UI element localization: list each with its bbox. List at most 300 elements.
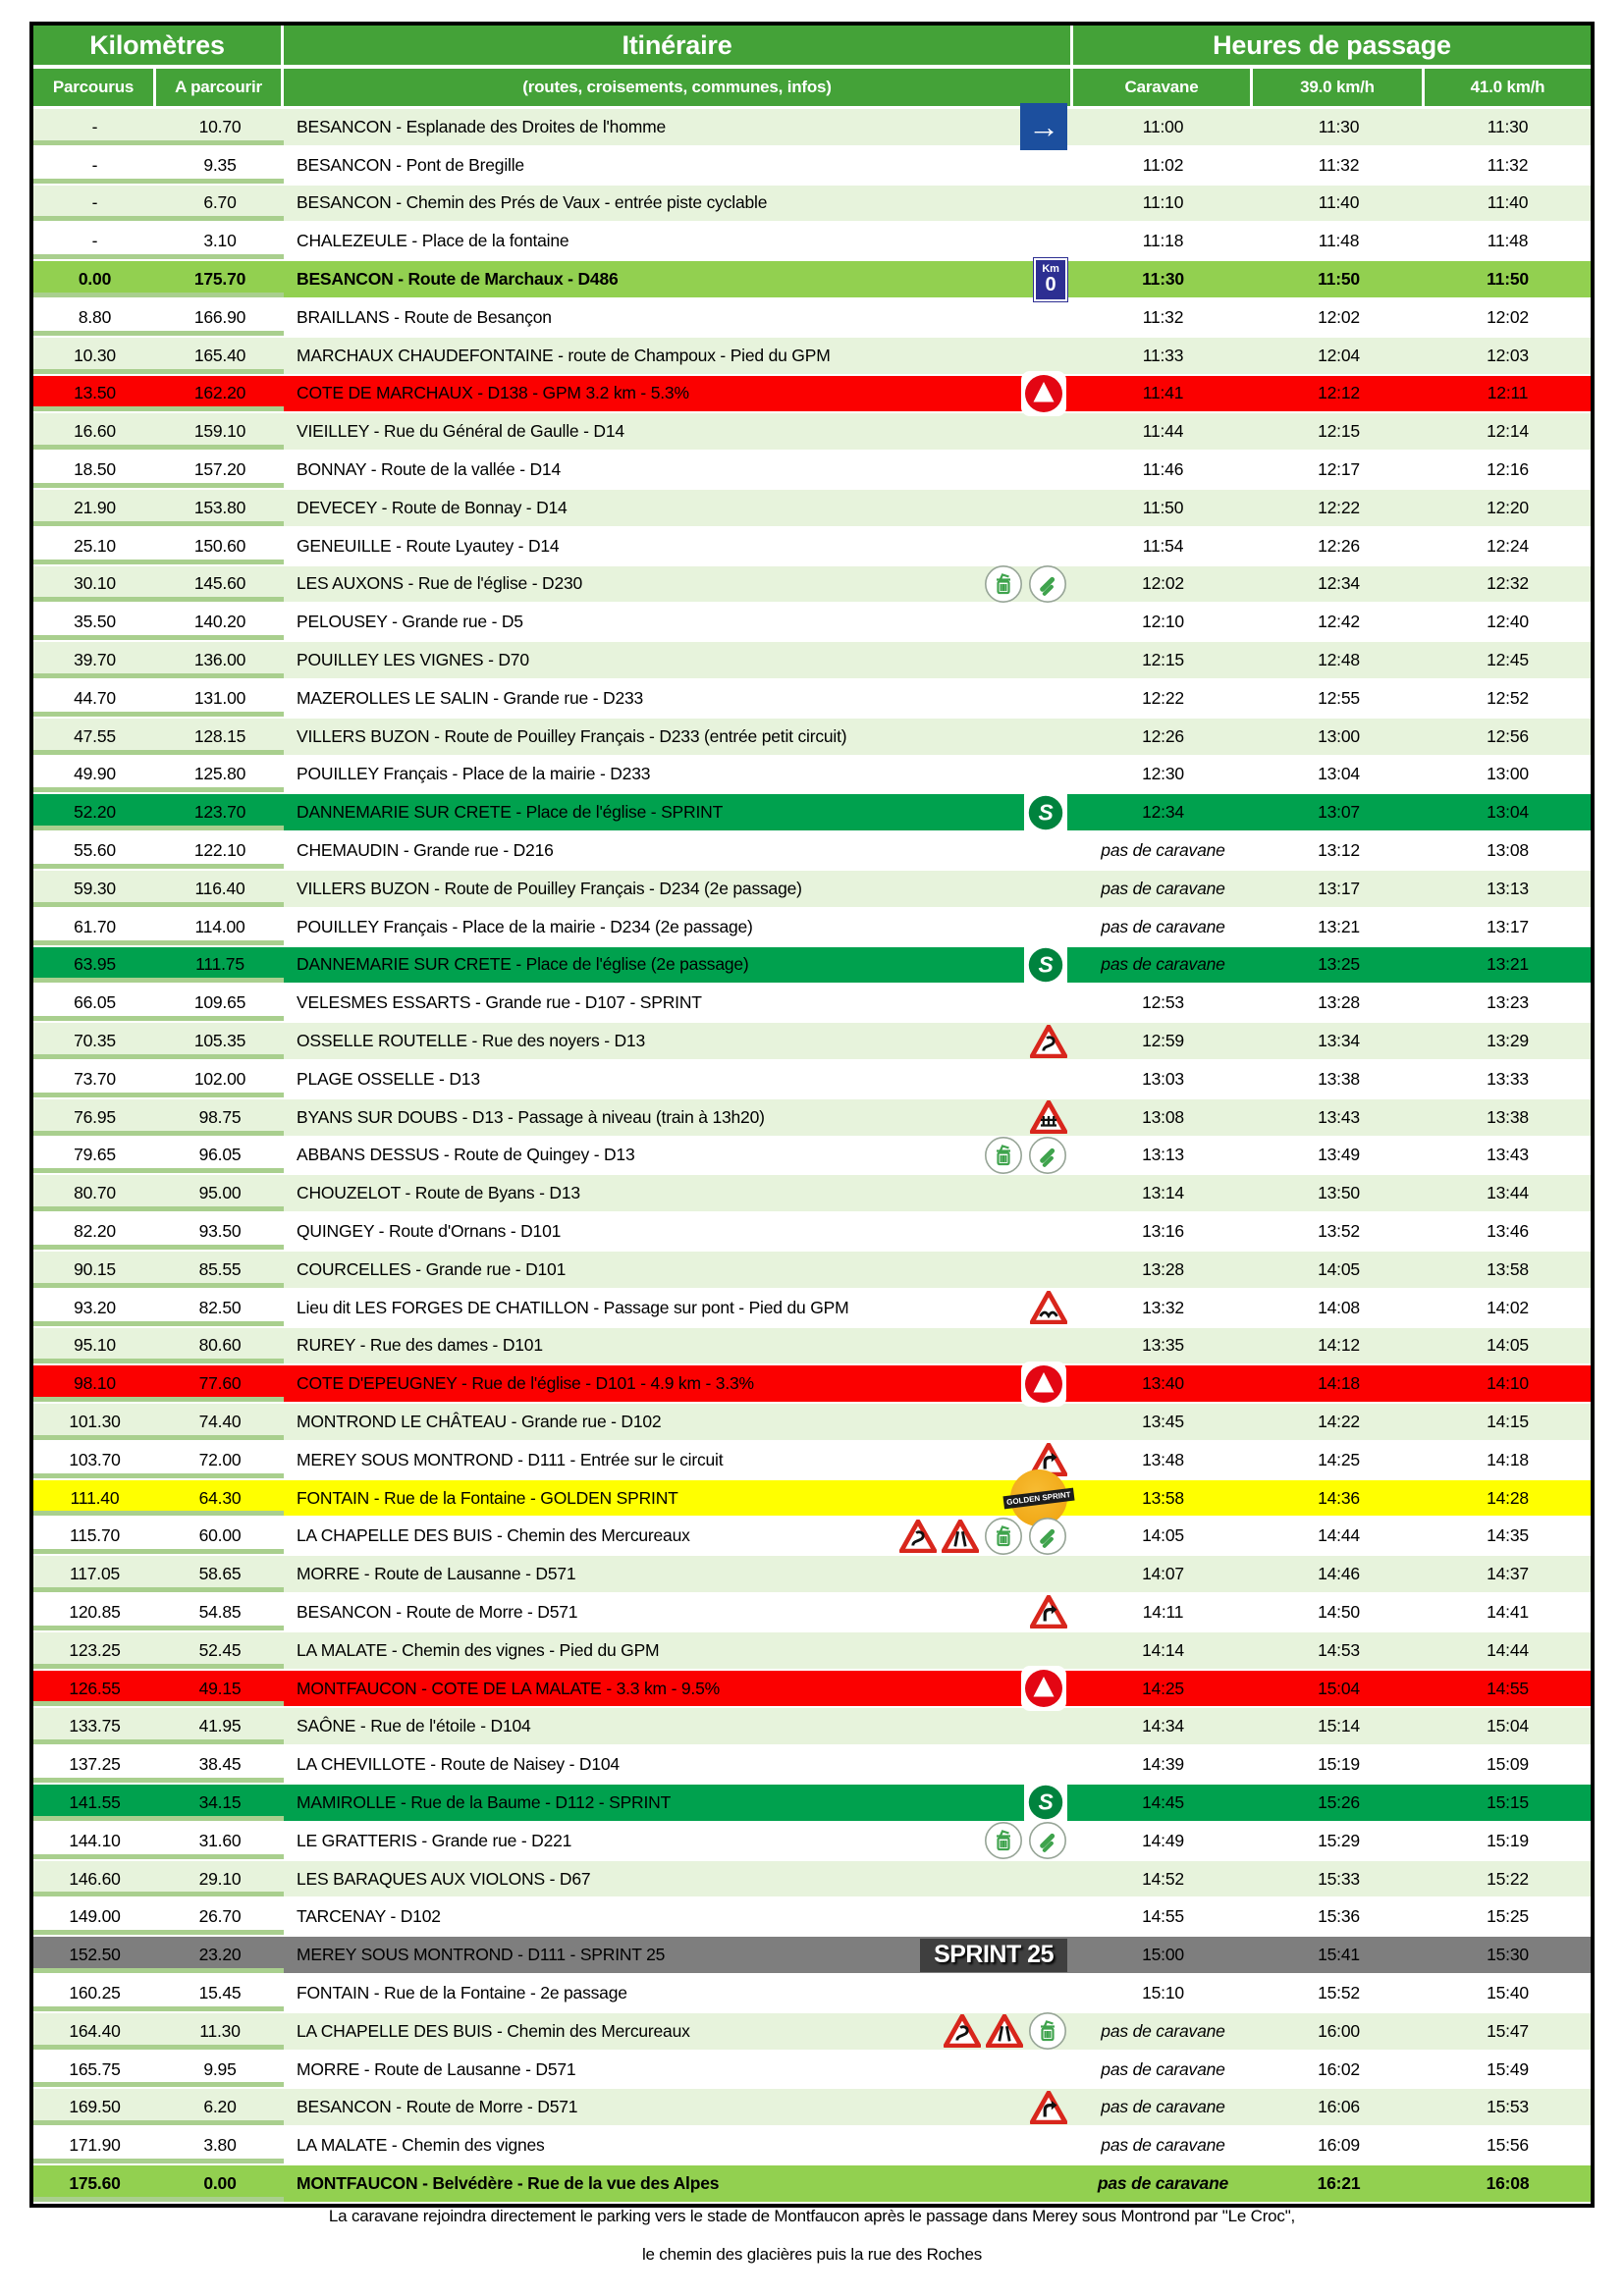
time-41kmh-cell: 15:19 xyxy=(1425,1823,1591,1861)
time-39kmh-cell: 15:14 xyxy=(1253,1708,1425,1746)
km-parcourus-cell: - xyxy=(33,186,156,224)
caravane-time-cell: pas de caravane xyxy=(1073,832,1253,871)
itinerary-table xyxy=(29,22,1595,2208)
caravane-time-cell: 13:48 xyxy=(1073,1442,1253,1480)
svg-text:S: S xyxy=(1038,951,1054,978)
table-row xyxy=(33,1442,1591,1480)
itinerary-cell xyxy=(284,1898,1073,1937)
feed-zone-icon xyxy=(1028,1136,1067,1175)
km-a-parcourir-cell: 145.60 xyxy=(156,566,284,605)
itinerary-label: COURCELLES - Grande rue - D101 xyxy=(297,1258,567,1279)
time-39kmh-cell: 11:30 xyxy=(1253,109,1425,147)
waste-zone-trash-icon xyxy=(984,1821,1023,1860)
itinerary-cell xyxy=(284,490,1073,528)
itinerary-icons xyxy=(1020,1361,1067,1408)
itinerary-label: LA CHEVILLOTE - Route de Naisey - D104 xyxy=(297,1754,620,1775)
subheader-parcourus: Parcourus xyxy=(33,69,156,106)
caravane-time-cell: 13:14 xyxy=(1073,1175,1253,1213)
km-parcourus-cell: 165.75 xyxy=(33,2052,156,2090)
time-41kmh-cell: 12:14 xyxy=(1425,413,1591,452)
km-parcourus-cell: 52.20 xyxy=(33,794,156,832)
table-row xyxy=(33,642,1591,680)
km-parcourus-cell: 123.25 xyxy=(33,1632,156,1671)
caravane-time-cell: pas de caravane xyxy=(1073,2089,1253,2127)
itinerary-cell xyxy=(284,1823,1073,1861)
time-41kmh-cell: 11:40 xyxy=(1425,186,1591,224)
itinerary-cell xyxy=(284,528,1073,566)
km-a-parcourir-cell: 128.15 xyxy=(156,719,284,757)
itinerary-label: BESANCON - Pont de Bregille xyxy=(297,154,524,175)
time-39kmh-cell: 12:02 xyxy=(1253,299,1425,338)
itinerary-cell xyxy=(284,947,1073,986)
km-a-parcourir-cell: 49.15 xyxy=(156,1671,284,1709)
table-row xyxy=(33,1365,1591,1404)
table-row xyxy=(33,1138,1591,1176)
table-row xyxy=(33,1023,1591,1061)
itinerary-cell xyxy=(284,909,1073,947)
itinerary-icons xyxy=(1030,2091,1067,2124)
table-row xyxy=(33,528,1591,566)
time-41kmh-cell: 15:49 xyxy=(1425,2052,1591,2090)
itinerary-cell xyxy=(284,1365,1073,1404)
time-39kmh-cell: 12:26 xyxy=(1253,528,1425,566)
caravane-time-cell: 13:03 xyxy=(1073,1061,1253,1099)
km-parcourus-cell: 95.10 xyxy=(33,1328,156,1366)
itinerary-label: BESANCON - Chemin des Prés de Vaux - entrée piste cyclable xyxy=(297,192,768,213)
time-41kmh-cell: 13:08 xyxy=(1425,832,1591,871)
itinerary-cell xyxy=(284,1023,1073,1061)
caravane-time-cell: 12:10 xyxy=(1073,604,1253,642)
km-a-parcourir-cell: 114.00 xyxy=(156,909,284,947)
time-39kmh-cell: 12:17 xyxy=(1253,452,1425,490)
table-row xyxy=(33,1213,1591,1252)
gpm-climb-icon xyxy=(1020,1361,1067,1408)
svg-text:S: S xyxy=(1038,799,1054,826)
time-39kmh-cell: 13:17 xyxy=(1253,871,1425,909)
itinerary-cell xyxy=(284,2127,1073,2165)
itinerary-label: MONTFAUCON - COTE DE LA MALATE - 3.3 km - 9.5% xyxy=(297,1678,720,1698)
itinerary-cell xyxy=(284,1518,1073,1556)
km-parcourus-cell: 133.75 xyxy=(33,1708,156,1746)
km-parcourus-cell: 117.05 xyxy=(33,1556,156,1594)
caravane-time-cell: pas de caravane xyxy=(1073,871,1253,909)
caravane-time-cell: 12:30 xyxy=(1073,757,1253,795)
itinerary-label: PLAGE OSSELLE - D13 xyxy=(297,1068,480,1089)
time-39kmh-cell: 13:04 xyxy=(1253,757,1425,795)
time-41kmh-cell: 15:56 xyxy=(1425,2127,1591,2165)
itinerary-label: LA MALATE - Chemin des vignes xyxy=(297,2135,545,2156)
table-row xyxy=(33,604,1591,642)
itinerary-cell xyxy=(284,832,1073,871)
km-a-parcourir-cell: 116.40 xyxy=(156,871,284,909)
itinerary-icons xyxy=(920,1939,1067,1972)
caravane-time-cell: pas de caravane xyxy=(1073,2013,1253,2052)
time-39kmh-cell: 14:50 xyxy=(1253,1594,1425,1632)
km-a-parcourir-cell: 38.45 xyxy=(156,1746,284,1785)
itinerary-icons xyxy=(1030,1025,1067,1058)
itinerary-label: LA CHAPELLE DES BUIS - Chemin des Mercureaux xyxy=(297,2020,690,2041)
table-row xyxy=(33,186,1591,224)
km-parcourus-cell: 171.90 xyxy=(33,2127,156,2165)
time-39kmh-cell: 15:04 xyxy=(1253,1671,1425,1709)
itinerary-label: QUINGEY - Route d'Ornans - D101 xyxy=(297,1221,562,1241)
table-subheader xyxy=(33,69,1591,106)
km-parcourus-cell: 63.95 xyxy=(33,947,156,986)
km-parcourus-cell: 152.50 xyxy=(33,1937,156,1975)
time-39kmh-cell: 12:15 xyxy=(1253,413,1425,452)
itinerary-cell xyxy=(284,376,1073,414)
time-39kmh-cell: 15:26 xyxy=(1253,1785,1425,1823)
itinerary-label: MEREY SOUS MONTROND - D111 - SPRINT 25 xyxy=(297,1945,666,1965)
km-zero-sign-icon: Km 0 xyxy=(1034,258,1067,301)
table-row xyxy=(33,2089,1591,2127)
waste-zone-trash-icon xyxy=(984,1517,1023,1556)
itinerary-label: VIEILLEY - Rue du Général de Gaulle - D14 xyxy=(297,421,624,442)
table-header-groups xyxy=(33,26,1591,65)
caravane-time-cell: 13:58 xyxy=(1073,1480,1253,1519)
header-itineraire: Itinéraire xyxy=(284,26,1073,65)
time-39kmh-cell: 13:25 xyxy=(1253,947,1425,986)
time-41kmh-cell: 12:52 xyxy=(1425,680,1591,719)
caravane-time-cell: pas de caravane xyxy=(1073,947,1253,986)
caravane-time-cell: 14:52 xyxy=(1073,1861,1253,1899)
time-41kmh-cell: 14:35 xyxy=(1425,1518,1591,1556)
km-parcourus-cell: 55.60 xyxy=(33,832,156,871)
km-a-parcourir-cell: 175.70 xyxy=(156,261,284,299)
itinerary-label: MAMIROLLE - Rue de la Baume - D112 - SPRINT xyxy=(297,1791,672,1812)
table-row xyxy=(33,1480,1591,1519)
itinerary-label: MONTFAUCON - Belvédère - Rue de la vue des Alpes xyxy=(297,2172,720,2193)
km-parcourus-cell: 120.85 xyxy=(33,1594,156,1632)
km-parcourus-cell: 16.60 xyxy=(33,413,156,452)
km-a-parcourir-cell: 80.60 xyxy=(156,1328,284,1366)
table-row xyxy=(33,1290,1591,1328)
itinerary-cell xyxy=(284,1138,1073,1176)
table-row xyxy=(33,1404,1591,1442)
time-39kmh-cell: 14:18 xyxy=(1253,1365,1425,1404)
km-parcourus-cell: 101.30 xyxy=(33,1404,156,1442)
sprint-point-icon xyxy=(1024,791,1067,834)
itinerary-cell xyxy=(284,1480,1073,1519)
caravane-time-cell: 12:02 xyxy=(1073,566,1253,605)
feed-zone-icon xyxy=(1028,564,1067,604)
waste-zone-trash-icon xyxy=(984,1136,1023,1175)
time-41kmh-cell: 12:20 xyxy=(1425,490,1591,528)
time-41kmh-cell: 15:25 xyxy=(1425,1898,1591,1937)
km-parcourus-cell: 137.25 xyxy=(33,1746,156,1785)
itinerary-cell xyxy=(284,2165,1073,2204)
km-a-parcourir-cell: 54.85 xyxy=(156,1594,284,1632)
time-41kmh-cell: 13:46 xyxy=(1425,1213,1591,1252)
time-39kmh-cell: 14:44 xyxy=(1253,1518,1425,1556)
km-a-parcourir-cell: 34.15 xyxy=(156,1785,284,1823)
km-a-parcourir-cell: 153.80 xyxy=(156,490,284,528)
time-41kmh-cell: 13:29 xyxy=(1425,1023,1591,1061)
km-parcourus-cell: 126.55 xyxy=(33,1671,156,1709)
itinerary-label: BESANCON - Route de Morre - D571 xyxy=(297,2097,578,2117)
itinerary-label: BESANCON - Esplanade des Droites de l'homme xyxy=(297,116,667,136)
caravane-time-cell: 11:50 xyxy=(1073,490,1253,528)
km-parcourus-cell: 82.20 xyxy=(33,1213,156,1252)
itinerary-label: LES BARAQUES AUX VIOLONS - D67 xyxy=(297,1868,591,1889)
time-41kmh-cell: 14:55 xyxy=(1425,1671,1591,1709)
itinerary-cell xyxy=(284,871,1073,909)
table-row xyxy=(33,1518,1591,1556)
svg-text:S: S xyxy=(1038,1789,1054,1816)
itinerary-label: VILLERS BUZON - Route de Pouilley Français - D234 (2e passage) xyxy=(297,878,802,898)
table-row xyxy=(33,452,1591,490)
time-41kmh-cell: 13:00 xyxy=(1425,757,1591,795)
km-a-parcourir-cell: 29.10 xyxy=(156,1861,284,1899)
itinerary-cell xyxy=(284,642,1073,680)
km-parcourus-cell: 149.00 xyxy=(33,1898,156,1937)
time-41kmh-cell: 14:02 xyxy=(1425,1290,1591,1328)
km-a-parcourir-cell: 74.40 xyxy=(156,1404,284,1442)
itinerary-cell xyxy=(284,338,1073,376)
table-row xyxy=(33,490,1591,528)
itinerary-icons xyxy=(984,1821,1067,1860)
table-row xyxy=(33,1328,1591,1366)
curve-warning-icon xyxy=(1030,1595,1067,1629)
itinerary-cell xyxy=(284,2013,1073,2052)
itinerary-label: MAZEROLLES LE SALIN - Grande rue - D233 xyxy=(297,687,644,708)
table-row xyxy=(33,985,1591,1023)
itinerary-cell xyxy=(284,1594,1073,1632)
table-row xyxy=(33,832,1591,871)
itinerary-label: LA CHAPELLE DES BUIS - Chemin des Mercureaux xyxy=(297,1525,690,1546)
itinerary-label: VILLERS BUZON - Route de Pouilley Français - D233 (entrée petit circuit) xyxy=(297,725,847,746)
km-parcourus-cell: 61.70 xyxy=(33,909,156,947)
time-39kmh-cell: 12:55 xyxy=(1253,680,1425,719)
table-row xyxy=(33,1708,1591,1746)
itinerary-label: CHALEZEULE - Place de la fontaine xyxy=(297,231,569,251)
itinerary-label: OSSELLE ROUTELLE - Rue des noyers - D13 xyxy=(297,1031,645,1051)
table-row xyxy=(33,1785,1591,1823)
km-a-parcourir-cell: 72.00 xyxy=(156,1442,284,1480)
itinerary-label: FONTAIN - Rue de la Fontaine - GOLDEN SPRINT xyxy=(297,1487,678,1508)
time-41kmh-cell: 15:30 xyxy=(1425,1937,1591,1975)
table-row xyxy=(33,223,1591,261)
caravane-time-cell: 11:10 xyxy=(1073,186,1253,224)
itinerary-cell xyxy=(284,2052,1073,2090)
km-a-parcourir-cell: 60.00 xyxy=(156,1518,284,1556)
time-39kmh-cell: 11:50 xyxy=(1253,261,1425,299)
subheader-caravane: Caravane xyxy=(1073,69,1253,106)
km-parcourus-cell: 18.50 xyxy=(33,452,156,490)
time-39kmh-cell: 13:49 xyxy=(1253,1138,1425,1176)
itinerary-cell xyxy=(284,1404,1073,1442)
km-parcourus-cell: 175.60 xyxy=(33,2165,156,2204)
km-a-parcourir-cell: 136.00 xyxy=(156,642,284,680)
time-41kmh-cell: 11:48 xyxy=(1425,223,1591,261)
km-parcourus-cell: 90.15 xyxy=(33,1252,156,1290)
caravane-time-cell: 12:34 xyxy=(1073,794,1253,832)
km-a-parcourir-cell: 52.45 xyxy=(156,1632,284,1671)
itinerary-cell xyxy=(284,985,1073,1023)
time-41kmh-cell: 15:22 xyxy=(1425,1861,1591,1899)
time-39kmh-cell: 16:00 xyxy=(1253,2013,1425,2052)
itinerary-cell xyxy=(284,1252,1073,1290)
time-41kmh-cell: 13:43 xyxy=(1425,1138,1591,1176)
km-a-parcourir-cell: 11.30 xyxy=(156,2013,284,2052)
table-row xyxy=(33,1898,1591,1937)
header-heures-de-passage: Heures de passage xyxy=(1213,29,1451,60)
itinerary-label: LES AUXONS - Rue de l'église - D230 xyxy=(297,573,583,594)
itinerary-cell xyxy=(284,1099,1073,1138)
km-a-parcourir-cell: 9.35 xyxy=(156,147,284,186)
caravane-time-cell: 11:02 xyxy=(1073,147,1253,186)
itinerary-icons xyxy=(1030,1595,1067,1629)
itinerary-label: MONTROND LE CHÂTEAU - Grande rue - D102 xyxy=(297,1411,662,1431)
time-39kmh-cell: 11:40 xyxy=(1253,186,1425,224)
itinerary-cell xyxy=(284,223,1073,261)
table-row xyxy=(33,1975,1591,2013)
time-41kmh-cell: 15:15 xyxy=(1425,1785,1591,1823)
caravane-time-cell: 13:32 xyxy=(1073,1290,1253,1328)
table-row xyxy=(33,1099,1591,1138)
itinerary-icons xyxy=(1020,103,1067,150)
caravane-time-cell: 14:05 xyxy=(1073,1518,1253,1556)
gpm-climb-icon xyxy=(1020,370,1067,417)
km-a-parcourir-cell: 85.55 xyxy=(156,1252,284,1290)
itinerary-icons xyxy=(1020,1665,1067,1712)
itinerary-label: ABBANS DESSUS - Route de Quingey - D13 xyxy=(297,1145,635,1165)
time-39kmh-cell: 14:22 xyxy=(1253,1404,1425,1442)
time-41kmh-cell: 11:32 xyxy=(1425,147,1591,186)
itinerary-label: LA MALATE - Chemin des vignes - Pied du GPM xyxy=(297,1639,660,1660)
caravane-time-cell: 11:33 xyxy=(1073,338,1253,376)
km-parcourus-cell: 164.40 xyxy=(33,2013,156,2052)
km-a-parcourir-cell: 3.80 xyxy=(156,2127,284,2165)
caravane-time-cell: 14:55 xyxy=(1073,1898,1253,1937)
km-parcourus-cell: 8.80 xyxy=(33,299,156,338)
caravane-time-cell: 14:49 xyxy=(1073,1823,1253,1861)
time-41kmh-cell: 11:30 xyxy=(1425,109,1591,147)
time-41kmh-cell: 16:08 xyxy=(1425,2165,1591,2204)
table-row xyxy=(33,413,1591,452)
time-41kmh-cell: 15:09 xyxy=(1425,1746,1591,1785)
km-parcourus-cell: 0.00 xyxy=(33,261,156,299)
time-39kmh-cell: 14:46 xyxy=(1253,1556,1425,1594)
itinerary-cell xyxy=(284,2089,1073,2127)
header-kilometres: Kilomètres xyxy=(33,26,284,65)
km-parcourus-cell: 98.10 xyxy=(33,1365,156,1404)
km-parcourus-cell: 93.20 xyxy=(33,1290,156,1328)
table-row xyxy=(33,871,1591,909)
time-41kmh-cell: 13:23 xyxy=(1425,985,1591,1023)
time-41kmh-cell: 12:24 xyxy=(1425,528,1591,566)
table-row xyxy=(33,1594,1591,1632)
table-row xyxy=(33,1937,1591,1975)
time-39kmh-cell: 13:12 xyxy=(1253,832,1425,871)
km-parcourus-cell: 103.70 xyxy=(33,1442,156,1480)
time-39kmh-cell: 13:07 xyxy=(1253,794,1425,832)
itinerary-icons xyxy=(1030,1100,1067,1134)
time-41kmh-cell: 12:32 xyxy=(1425,566,1591,605)
time-39kmh-cell: 15:29 xyxy=(1253,1823,1425,1861)
itinerary-label: Lieu dit LES FORGES DE CHATILLON - Passage sur pont - Pied du GPM xyxy=(297,1297,849,1317)
itinerary-cell xyxy=(284,186,1073,224)
km-parcourus-cell: 115.70 xyxy=(33,1518,156,1556)
feed-zone-icon xyxy=(1028,1517,1067,1556)
itinerary-cell xyxy=(284,1213,1073,1252)
direction-right-arrow-icon: → xyxy=(1020,103,1067,150)
caravane-time-cell: 11:18 xyxy=(1073,223,1253,261)
itinerary-label: COTE D'EPEUGNEY - Rue de l'église - D101 - 4.9 km - 3.3% xyxy=(297,1373,754,1394)
km-parcourus-cell: 30.10 xyxy=(33,566,156,605)
itinerary-label: GENEUILLE - Route Lyautey - D14 xyxy=(297,535,560,556)
caravane-time-cell: 12:26 xyxy=(1073,719,1253,757)
itinerary-cell xyxy=(284,1975,1073,2013)
itinerary-label: CHEMAUDIN - Grande rue - D216 xyxy=(297,840,554,861)
km-parcourus-cell: - xyxy=(33,109,156,147)
km-a-parcourir-cell: 6.20 xyxy=(156,2089,284,2127)
time-39kmh-cell: 13:52 xyxy=(1253,1213,1425,1252)
time-39kmh-cell: 15:52 xyxy=(1253,1975,1425,2013)
itinerary-cell xyxy=(284,1061,1073,1099)
time-41kmh-cell: 11:50 xyxy=(1425,261,1591,299)
time-41kmh-cell: 13:44 xyxy=(1425,1175,1591,1213)
caravane-time-cell: 11:32 xyxy=(1073,299,1253,338)
itinerary-label: MORRE - Route de Lausanne - D571 xyxy=(297,1564,576,1584)
itinerary-label: BESANCON - Route de Morre - D571 xyxy=(297,1601,578,1622)
table-row xyxy=(33,109,1591,147)
sprint-point-icon xyxy=(1024,1781,1067,1824)
km-a-parcourir-cell: 31.60 xyxy=(156,1823,284,1861)
caravane-time-cell: 14:07 xyxy=(1073,1556,1253,1594)
caravane-time-cell: 13:13 xyxy=(1073,1138,1253,1176)
time-39kmh-cell: 14:05 xyxy=(1253,1252,1425,1290)
time-41kmh-cell: 12:45 xyxy=(1425,642,1591,680)
caravane-time-cell: 12:22 xyxy=(1073,680,1253,719)
table-body xyxy=(33,109,1591,2204)
time-39kmh-cell: 16:06 xyxy=(1253,2089,1425,2127)
km-a-parcourir-cell: 111.75 xyxy=(156,947,284,986)
time-39kmh-cell: 13:21 xyxy=(1253,909,1425,947)
itinerary-cell xyxy=(284,1708,1073,1746)
km-parcourus-cell: 111.40 xyxy=(33,1480,156,1519)
footer-note xyxy=(0,2207,1624,2283)
caravane-time-cell: 12:15 xyxy=(1073,642,1253,680)
time-41kmh-cell: 15:53 xyxy=(1425,2089,1591,2127)
km-a-parcourir-cell: 95.00 xyxy=(156,1175,284,1213)
itinerary-cell xyxy=(284,1175,1073,1213)
curve-warning-icon xyxy=(1030,2091,1067,2124)
time-41kmh-cell: 12:56 xyxy=(1425,719,1591,757)
km-a-parcourir-cell: 23.20 xyxy=(156,1937,284,1975)
waste-zone-trash-icon xyxy=(984,564,1023,604)
km-a-parcourir-cell: 96.05 xyxy=(156,1138,284,1176)
table-row xyxy=(33,1632,1591,1671)
km-parcourus-cell: 39.70 xyxy=(33,642,156,680)
caravane-time-cell: 14:34 xyxy=(1073,1708,1253,1746)
road-narrows-warning-icon xyxy=(942,1520,979,1553)
table-row xyxy=(33,2052,1591,2090)
itinerary-cell xyxy=(284,1746,1073,1785)
km-parcourus-cell: 44.70 xyxy=(33,680,156,719)
km-parcourus-cell: 80.70 xyxy=(33,1175,156,1213)
caravane-time-cell: pas de caravane xyxy=(1073,2127,1253,2165)
time-39kmh-cell: 14:53 xyxy=(1253,1632,1425,1671)
itinerary-cell xyxy=(284,299,1073,338)
km-parcourus-cell: 10.30 xyxy=(33,338,156,376)
itinerary-cell xyxy=(284,109,1073,147)
km-a-parcourir-cell: 98.75 xyxy=(156,1099,284,1138)
itinerary-cell xyxy=(284,1556,1073,1594)
itinerary-icons xyxy=(899,1517,1067,1556)
caravane-time-cell: 13:35 xyxy=(1073,1328,1253,1366)
itinerary-label: FONTAIN - Rue de la Fontaine - 2e passage xyxy=(297,1982,627,2002)
